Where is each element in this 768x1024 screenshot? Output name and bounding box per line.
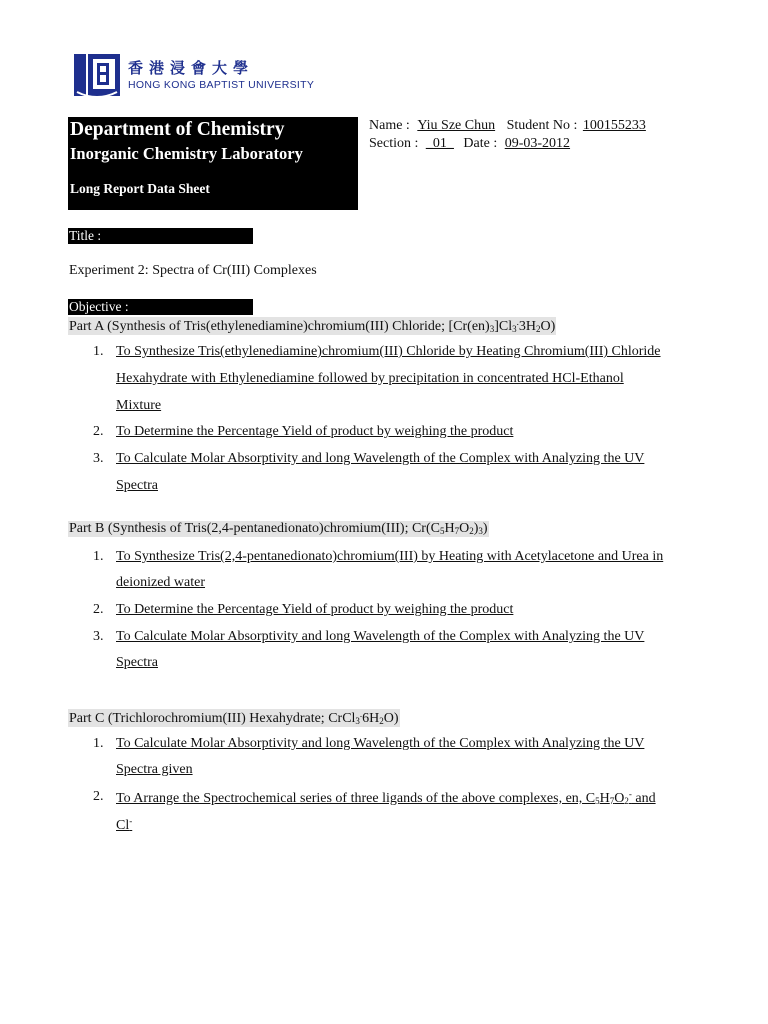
name-student-line	[369, 118, 646, 134]
list-item-number: 2.	[93, 789, 104, 804]
university-name-chinese: 香港浸會大學	[128, 59, 255, 77]
list-item-text: Spectra	[116, 478, 158, 493]
list-item-text: Spectra given	[116, 762, 193, 777]
university-logo-icon	[73, 52, 121, 100]
name-value: Yiu Sze Chun	[417, 118, 496, 133]
list-item-text: To Calculate Molar Absorptivity and long Wavelength of the Complex with Analyzing the UV	[116, 451, 645, 466]
experiment-title: Experiment 2: Spectra of Cr(III) Complexes	[69, 263, 317, 278]
date-value: 09-03-2012	[504, 136, 571, 151]
list-item-number: 1.	[93, 549, 104, 564]
list-item-text: Mixture	[116, 398, 162, 413]
name-label: Name :	[369, 118, 410, 133]
list-item-text: To Calculate Molar Absorptivity and long Wavelength of the Complex with Analyzing the UV	[116, 629, 645, 644]
section-date-line	[369, 136, 570, 152]
student-no-label: Student No :	[506, 118, 578, 133]
list-item-number: 3.	[93, 629, 104, 644]
list-item-number: 2.	[93, 602, 104, 617]
date-label: Date :	[463, 136, 498, 151]
list-item-text: To Determine the Percentage Yield of product by weighing the product	[116, 602, 514, 617]
part-c-heading: Part C (Trichlorochromium(III) Hexahydrate; $CrCl_3^.6H_2O$)	[69, 709, 399, 726]
sheet-type: Long Report Data Sheet	[70, 181, 210, 196]
student-no-value: 100155233	[582, 118, 646, 133]
laboratory-title: Inorganic Chemistry Laboratory	[70, 144, 303, 163]
part-b-heading: Part B (Synthesis of Tris(2,4-pentanedionato)chromium(III); $Cr(C_5H_7O_2)_3$)	[69, 521, 488, 536]
list-item-number: 2.	[93, 424, 104, 439]
list-item-text: To Calculate Molar Absorptivity and long Wavelength of the Complex with Analyzing the UV	[116, 736, 645, 751]
list-item-text: Cl-	[116, 816, 133, 833]
list-item-text: Spectra	[116, 655, 158, 670]
list-item-text: To Arrange the Spectrochemical series of three ligands of the above complexes, en, $C_5H_7O_2^-$ and	[116, 789, 656, 806]
list-item-number: 3.	[93, 451, 104, 466]
university-name-english: HONG KONG BAPTIST UNIVERSITY	[128, 79, 315, 91]
title-label: Title :	[68, 228, 253, 244]
list-item-text: Hexahydrate with Ethylenediamine followed by precipitation in concentrated HCl-Ethanol	[116, 371, 624, 386]
list-item-text: To Determine the Percentage Yield of product by weighing the product	[116, 424, 514, 439]
objective-label: Objective :	[68, 299, 253, 315]
list-item-text: deionized water	[116, 575, 206, 590]
list-item-number: 1.	[93, 736, 104, 751]
list-item-number: 1.	[93, 344, 104, 359]
list-item-text: To Synthesize Tris(ethylenediamine)chromium(III) Chloride by Heating Chromium(III) Chloride	[116, 344, 661, 359]
list-item-text: To Synthesize Tris(2,4-pentanedionato)chromium(III) by Heating with Acetylacetone and Urea in	[116, 549, 664, 564]
department-box	[68, 117, 358, 210]
department-title: Department of Chemistry	[70, 119, 285, 140]
section-value: _01_	[425, 136, 454, 151]
section-label: Section :	[369, 136, 419, 151]
part-a-heading: Part A (Synthesis of Tris(ethylenediamine)chromium(III) Chloride; $[Cr(en)_3]Cl_3^.3H_2O$)	[69, 317, 556, 334]
